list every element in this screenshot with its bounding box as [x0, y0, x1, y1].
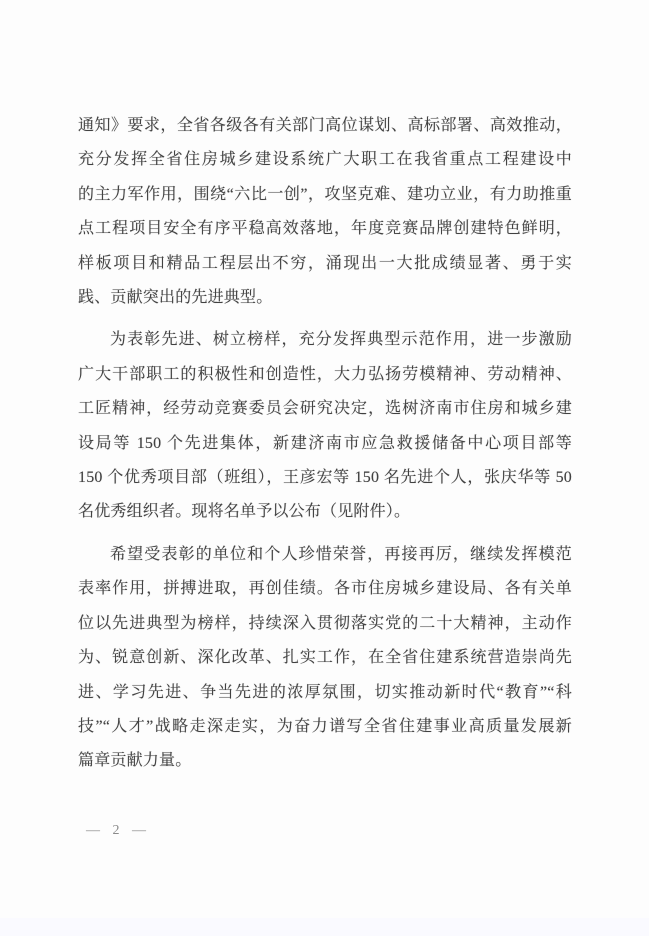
text-line: 位以先进典型为榜样，持续深入贯彻落实党的二十大精神，主动作	[78, 614, 572, 632]
page-number: — 2 —	[86, 823, 148, 838]
text-line: 为表彰先进、树立榜样，充分发挥典型示范作用，进一步激励	[110, 331, 572, 349]
document-body	[78, 109, 572, 779]
text-line: 充分发挥全省住房城乡建设系统广大职工在我省重点工程建设中	[78, 151, 572, 169]
text-line: 样板项目和精品工程层出不穷，涌现出一大批成绩显著、勇于实	[78, 254, 572, 272]
text-line: 通知》要求，全省各级各有关部门高位谋划、高标部署、高效推动，	[78, 117, 572, 134]
text-line: 的主力军作用，围绕“六比一创”，攻坚克难、建功立业，有力助推重	[78, 185, 572, 203]
paragraph-2	[78, 323, 572, 529]
text-line: 名优秀组织者。现将名单予以公布（见附件）。	[78, 503, 411, 521]
text-line: 进、学习先进、争当先进的浓厚氛围，切实推动新时代“教育”“科	[78, 683, 572, 701]
text-line: 工匠精神，经劳动竞赛委员会研究决定，选树济南市住房和城乡建	[78, 400, 572, 418]
text-line: 表率作用，拼搏进取，再创佳绩。各市住房城乡建设局、各有关单	[78, 580, 572, 598]
text-line: 践、贡献突出的先进典型。	[78, 289, 273, 307]
text-line: 技”“人才”战略走深走实，为奋力谱写全省住建事业高质量发展新	[78, 717, 572, 735]
text-line: 广大干部职工的积极性和创造性，大力弘扬劳模精神、劳动精神、	[78, 365, 572, 383]
text-line: 设局等 150 个先进集体，新建济南市应急救援储备中心项目部等	[78, 434, 572, 452]
paragraph-3	[78, 538, 572, 779]
text-line: 篇章贡献力量。	[78, 752, 192, 770]
text-line: 希望受表彰的单位和个人珍惜荣誉，再接再厉，继续发挥模范	[110, 545, 572, 563]
text-line: 为、锐意创新、深化改革、扎实工作，在全省住建系统营造崇尚先	[78, 649, 572, 667]
text-line: 150 个优秀项目部（班组），王彦宏等 150 名先进个人，张庆华等 50	[78, 469, 572, 487]
text-line: 点工程项目安全有序平稳高效落地，年度竞赛品牌创建特色鲜明，	[78, 220, 572, 238]
paragraph-1	[78, 109, 572, 315]
scan-edge-artifact	[0, 918, 649, 936]
